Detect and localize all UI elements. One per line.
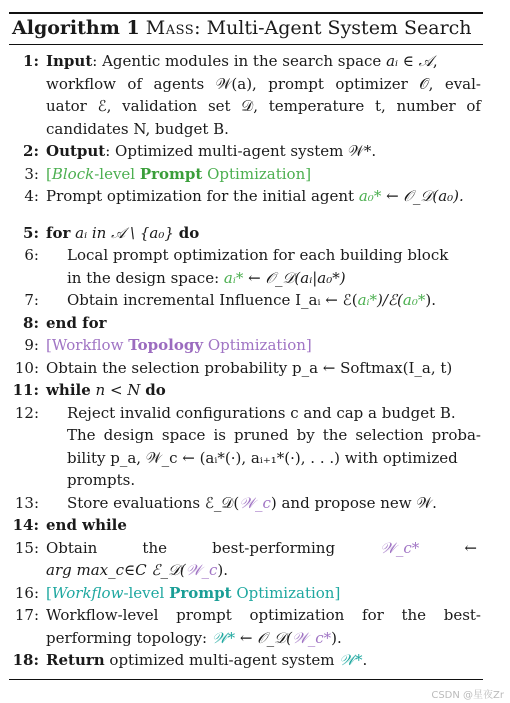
algorithm-block: [9, 12, 483, 680]
math-highlight: 𝒲_c*: [292, 628, 332, 647]
end-for-keyword: end for: [46, 313, 107, 332]
for-keyword: for: [46, 223, 71, 242]
line-text: Obtain incremental Influence I_aᵢ ← ℰ(: [67, 291, 358, 309]
line-number: 12:: [14, 403, 39, 422]
line-text: optimized multi-agent system: [104, 651, 340, 669]
line-9: [9, 334, 483, 357]
do-keyword: do: [145, 381, 166, 399]
line-18: [9, 649, 483, 672]
stage-keyword: Topology: [128, 336, 204, 354]
math: ← 𝒪_𝒟(aᵢ|a₀*): [243, 268, 346, 287]
line-6: [9, 244, 483, 289]
algorithm-title: [9, 14, 483, 40]
line-1: [9, 50, 483, 140]
line-number: 15:: [14, 538, 39, 557]
line-text: Store evaluations ℰ_𝒟(: [67, 493, 240, 512]
line-number: 1:: [23, 52, 39, 70]
stage-keyword: Prompt: [139, 164, 203, 183]
math: aᵢ ∈ 𝒜: [386, 52, 433, 70]
line-4: [9, 185, 483, 208]
return-keyword: Return: [46, 651, 105, 669]
line-cont: workflow of agents 𝒲(a), prompt optimizer 𝒪, eval-: [46, 74, 481, 93]
math: ← 𝒪_𝒟(: [235, 628, 292, 647]
line-number: 7:: [24, 291, 39, 309]
stage-text: Optimization]: [202, 164, 312, 183]
stage-keyword: Prompt: [169, 583, 232, 602]
arrow: ←: [464, 538, 477, 557]
math: aᵢ in 𝒜 \ {a₀}: [70, 223, 179, 242]
do-keyword: do: [178, 223, 200, 242]
line-text: Obtain the selection probability p_a ← Softmax(I_a, t): [46, 358, 453, 377]
output-keyword: Output: [46, 142, 106, 160]
line-5: [9, 222, 483, 245]
math-highlight: 𝒲_c*: [380, 538, 420, 557]
line-text: ).: [217, 561, 229, 579]
line-number: 17:: [14, 606, 39, 624]
line-number: 2:: [23, 142, 39, 160]
algorithm-label: Algorithm 1: [12, 17, 140, 39]
while-keyword: while: [46, 381, 91, 399]
line-8: [9, 312, 483, 335]
math-highlight: a₀*: [358, 187, 382, 205]
stage-text: -level: [123, 583, 170, 602]
line-text: best-performing: [212, 538, 336, 557]
line-text: Obtain: [46, 538, 98, 557]
line-2: [9, 140, 483, 163]
algorithm-subtitle: : Multi-Agent System Search: [194, 17, 472, 39]
line-number: 3:: [24, 164, 39, 183]
line-7: [9, 289, 483, 312]
line-text: Local prompt optimization for each building block: [67, 246, 449, 264]
line-text: ,: [432, 52, 438, 70]
line-number: 13:: [14, 493, 39, 512]
line-number: 11:: [12, 381, 39, 399]
line-text: ) and propose new 𝒲.: [270, 493, 437, 512]
line-cont: performing topology:: [46, 628, 212, 647]
algorithm-name: Mass: [145, 17, 195, 39]
line-cont: candidates N, budget B.: [46, 119, 229, 138]
blank-gap: [9, 208, 483, 222]
line-14: [9, 514, 483, 537]
math: )/ℰ(: [377, 291, 403, 309]
math-highlight: aᵢ*: [357, 291, 378, 309]
line-16: [9, 582, 483, 605]
line-11: [9, 379, 483, 402]
math-highlight: a₀*: [402, 291, 426, 309]
stage-word: Block: [51, 164, 95, 183]
line-cont: The design space is pruned by the selection proba-: [67, 426, 481, 444]
line-13: [9, 492, 483, 515]
line-12: [9, 402, 483, 492]
math: arg max_c∈C ℰ_𝒟(: [46, 561, 186, 579]
math: n < N: [90, 381, 146, 399]
line-cont: bility p_a, 𝒲_c ← (aᵢ*(·), aᵢ₊₁*(·), . . .) with optimized: [67, 448, 458, 467]
line-text: : Optimized multi-agent system 𝒲*.: [105, 142, 377, 160]
line-3: [9, 163, 483, 186]
math-highlight: 𝒲_c: [185, 561, 218, 579]
stage-word: Workflow: [51, 583, 124, 602]
line-text: the: [142, 538, 167, 557]
line-text: Workflow-level prompt optimization for the best-: [46, 606, 481, 624]
math-highlight: 𝒲_c: [239, 493, 271, 512]
math-highlight: 𝒲*: [339, 651, 363, 669]
bracket: [: [46, 164, 52, 183]
line-number: 14:: [12, 516, 39, 534]
line-cont: uator ℰ, validation set 𝒟, temperature t, number of: [46, 97, 481, 115]
line-cont: in the design space:: [67, 268, 224, 287]
watermark: CSDN @星夜Zr: [431, 690, 504, 701]
math-highlight: 𝒲*: [211, 628, 236, 647]
math-highlight: aᵢ*: [223, 268, 244, 287]
math: ← 𝒪_𝒟(a₀).: [381, 187, 464, 205]
line-number: 9:: [24, 336, 39, 354]
line-number: 10:: [14, 358, 39, 377]
line-17: [9, 604, 483, 649]
line-10: [9, 357, 483, 380]
line-number: 16:: [14, 583, 39, 602]
line-text: ).: [331, 628, 342, 647]
line-number: 18:: [12, 651, 39, 669]
end-while-keyword: end while: [46, 516, 127, 534]
bracket: [: [46, 583, 52, 602]
line-cont: prompts.: [67, 471, 136, 489]
stage-text: -level: [94, 164, 140, 183]
algorithm-lines: [9, 45, 483, 672]
stage-text: Optimization]: [231, 583, 341, 602]
line-number: 6:: [24, 246, 39, 264]
stage-text: Optimization]: [203, 336, 312, 354]
line-text: Prompt optimization for the initial agent: [46, 187, 359, 205]
line-number: 4:: [24, 187, 39, 205]
line-text: : Agentic modules in the search space: [92, 52, 387, 70]
line-number: 8:: [23, 313, 39, 332]
input-keyword: Input: [46, 52, 93, 70]
stage-text: [Workflow: [46, 336, 129, 354]
line-15: [9, 537, 483, 582]
line-text: ).: [425, 291, 436, 309]
line-text: Reject invalid configurations c and cap a budget B.: [67, 403, 456, 422]
line-number: 5:: [23, 223, 39, 242]
line-text: .: [362, 651, 368, 669]
bottom-rule: [9, 679, 483, 680]
